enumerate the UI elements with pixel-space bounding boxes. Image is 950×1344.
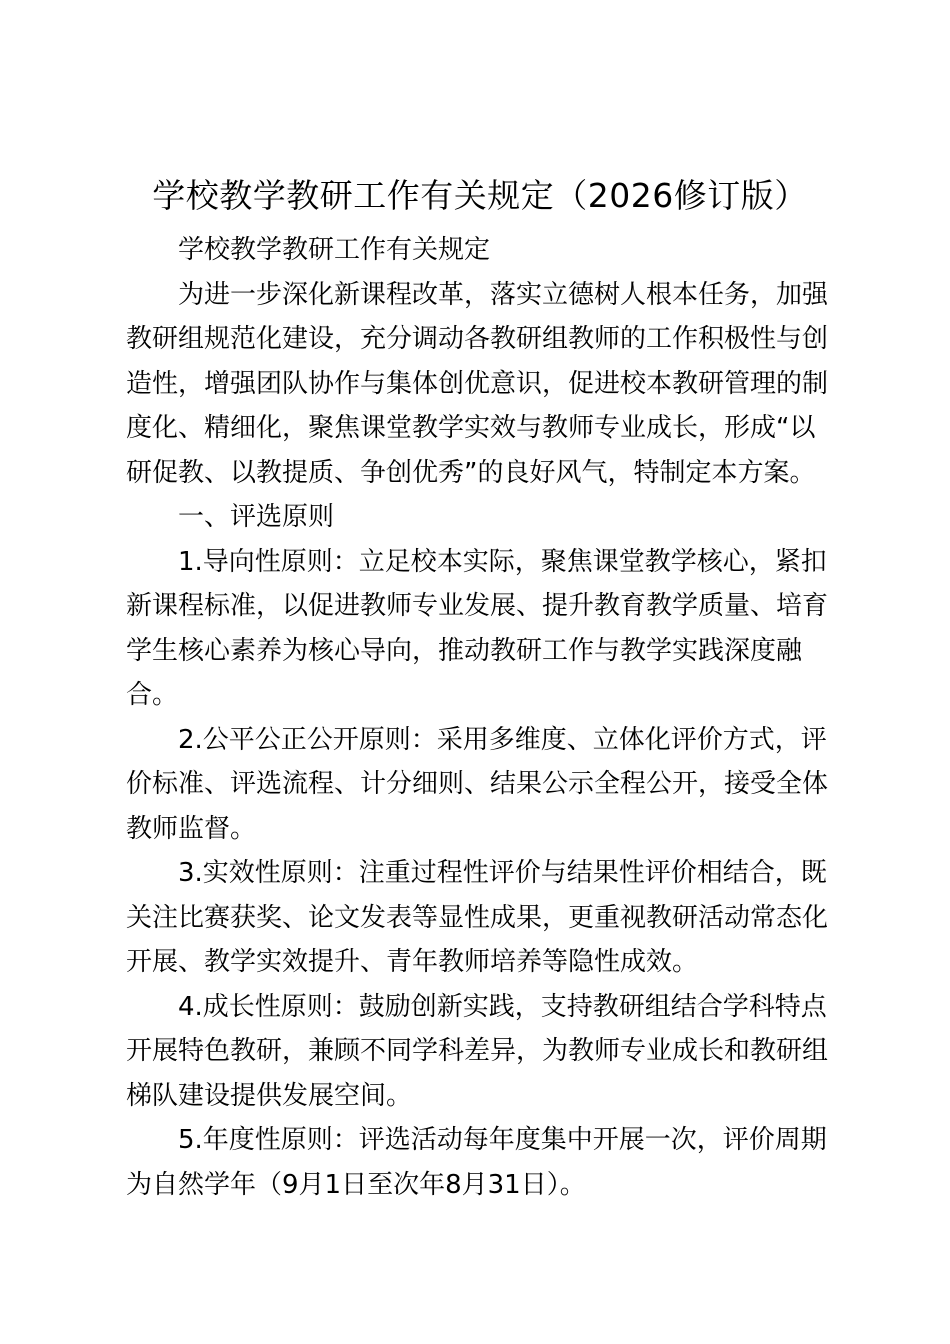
document-title: 学校教学教研工作有关规定（2026修订版） bbox=[152, 176, 808, 215]
principle-item: 5.年度性原则：评选活动每年度集中开展一次，评价周期为自然学年（9月1日至次年8月31日）。 bbox=[126, 1125, 827, 1200]
principle-item: 2.公平公正公开原则：采用多维度、立体化评价方式，评价标准、评选流程、计分细则、结果公示全程公开，接受全体教师监督。 bbox=[126, 724, 829, 844]
principle-item: 1.导向性原则：立足校本实际，聚焦课堂教学核心，紧扣新课程标准，以促进教师专业发展、提升教育教学质量、培育学生核心素养为核心导向，推动教研工作与教学实践深度融合。 bbox=[126, 546, 829, 710]
document-body bbox=[126, 168, 834, 1207]
principle-item: 3.实效性原则：注重过程性评价与结果性评价相结合，既关注比赛获奖、论文发表等显性成果，更重视教研活动常态化开展、教学实效提升、青年教师培养等隐性成效。 bbox=[126, 858, 829, 977]
intro-paragraph: 为进一步深化新课程改革，落实立德树人根本任务，加强教研组规范化建设，充分调动各教研组教师的工作积极性与创造性，增强团队协作与集体创优意识，促进校本教研管理的制度化、精细化，聚焦课堂教学实效与教师专业成长，形成“以研促教、以教提质、争创优秀”的良好风气，特制定本方案。 bbox=[126, 279, 829, 488]
document-subtitle: 学校教学教研工作有关规定 bbox=[178, 235, 491, 265]
principle-item: 4.成长性原则：鼓励创新实践，支持教研组结合学科特点开展特色教研，兼顾不同学科差异，为教师专业成长和教研组梯队建设提供发展空间。 bbox=[126, 991, 829, 1111]
section-heading-principles: 一、评选原则 bbox=[178, 502, 335, 532]
